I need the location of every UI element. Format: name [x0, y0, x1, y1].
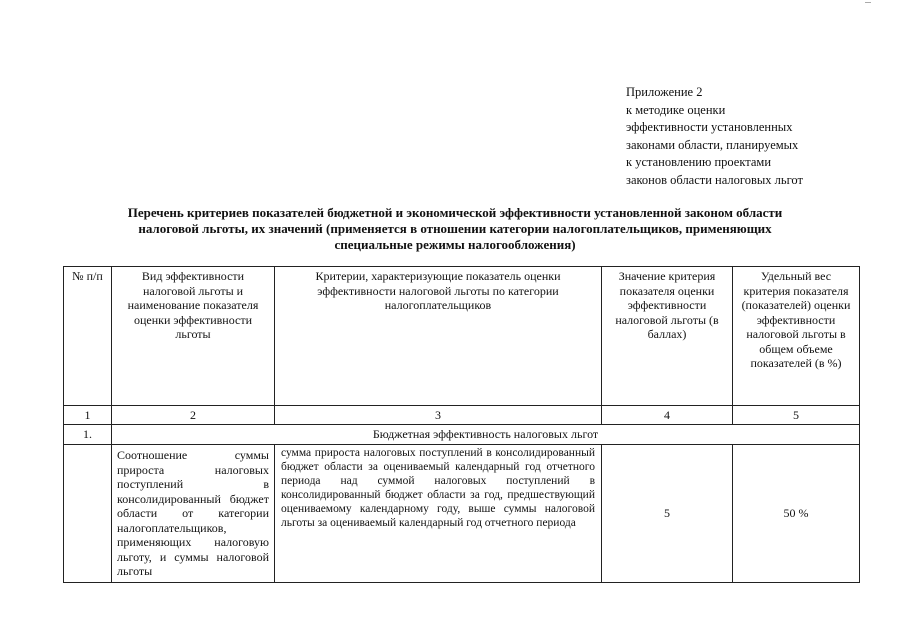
- weight-cell: 50 %: [733, 445, 860, 583]
- document-title: [60, 205, 850, 253]
- score-cell: 5: [602, 445, 733, 583]
- column-number: 3: [275, 406, 602, 425]
- section-number: 1.: [64, 425, 112, 445]
- row-number-cell: [64, 445, 112, 583]
- table-row: [64, 445, 860, 583]
- criterion-cell: сумма прироста налоговых поступлений в консолидированный бюджет области за оцениваемый календарный год отчетного периода над суммой налоговых поступлений в консолидированный бюджет области за год, предшествующий оцениваемому календарному году, выше суммы налоговой льготы за оцениваемый календарный год отчетного периода: [275, 445, 602, 583]
- annex-line: к установлению проектами: [626, 155, 772, 169]
- column-numbers-row: [64, 406, 860, 425]
- annex-line: Приложение 2: [626, 85, 703, 99]
- annex-line: эффективности установленных: [626, 120, 793, 134]
- title-line: налоговой льготы, их значений (применяется в отношении категории налогоплательщиков, применяющих: [138, 221, 772, 236]
- annex-line: к методике оценки: [626, 102, 726, 117]
- criteria-table: [63, 266, 860, 583]
- header-indicator: Вид эффективности налоговой льготы и наименование показателя оценки эффективности льготы: [112, 267, 275, 406]
- column-number: 5: [733, 406, 860, 425]
- header-row: [64, 267, 860, 406]
- section-row: [64, 425, 860, 445]
- title-line: специальные режимы налогообложения): [334, 237, 576, 252]
- scan-mark: [865, 2, 871, 3]
- title-line: Перечень критериев показателей бюджетной и экономической эффективности установленной законом области: [127, 205, 783, 220]
- column-number: 1: [64, 406, 112, 425]
- annex-line: законов области налоговых льгот: [626, 172, 803, 187]
- header-weight: Удельный вес критерия показателя (показателей) оценки эффективности налоговой льготы в общем объеме показателей (в %): [733, 267, 860, 406]
- annex-line: законами области, планируемых: [626, 137, 799, 152]
- header-number: № п/п: [64, 267, 112, 406]
- column-number: 4: [602, 406, 733, 425]
- column-number: 2: [112, 406, 275, 425]
- header-score: Значение критерия показателя оценки эффективности налоговой льготы (в баллах): [602, 267, 733, 406]
- header-criteria: Критерии, характеризующие показатель оценки эффективности налоговой льготы по категории налогоплательщиков: [275, 267, 602, 406]
- indicator-cell: Соотношение суммы прироста налоговых поступлений в консолидированный бюджет области от категории налогоплательщиков, применяющих налоговую льготу, и суммы налоговой льготы: [112, 445, 275, 583]
- annex-note: [626, 84, 803, 189]
- section-name: Бюджетная эффективность налоговых льгот: [112, 425, 860, 445]
